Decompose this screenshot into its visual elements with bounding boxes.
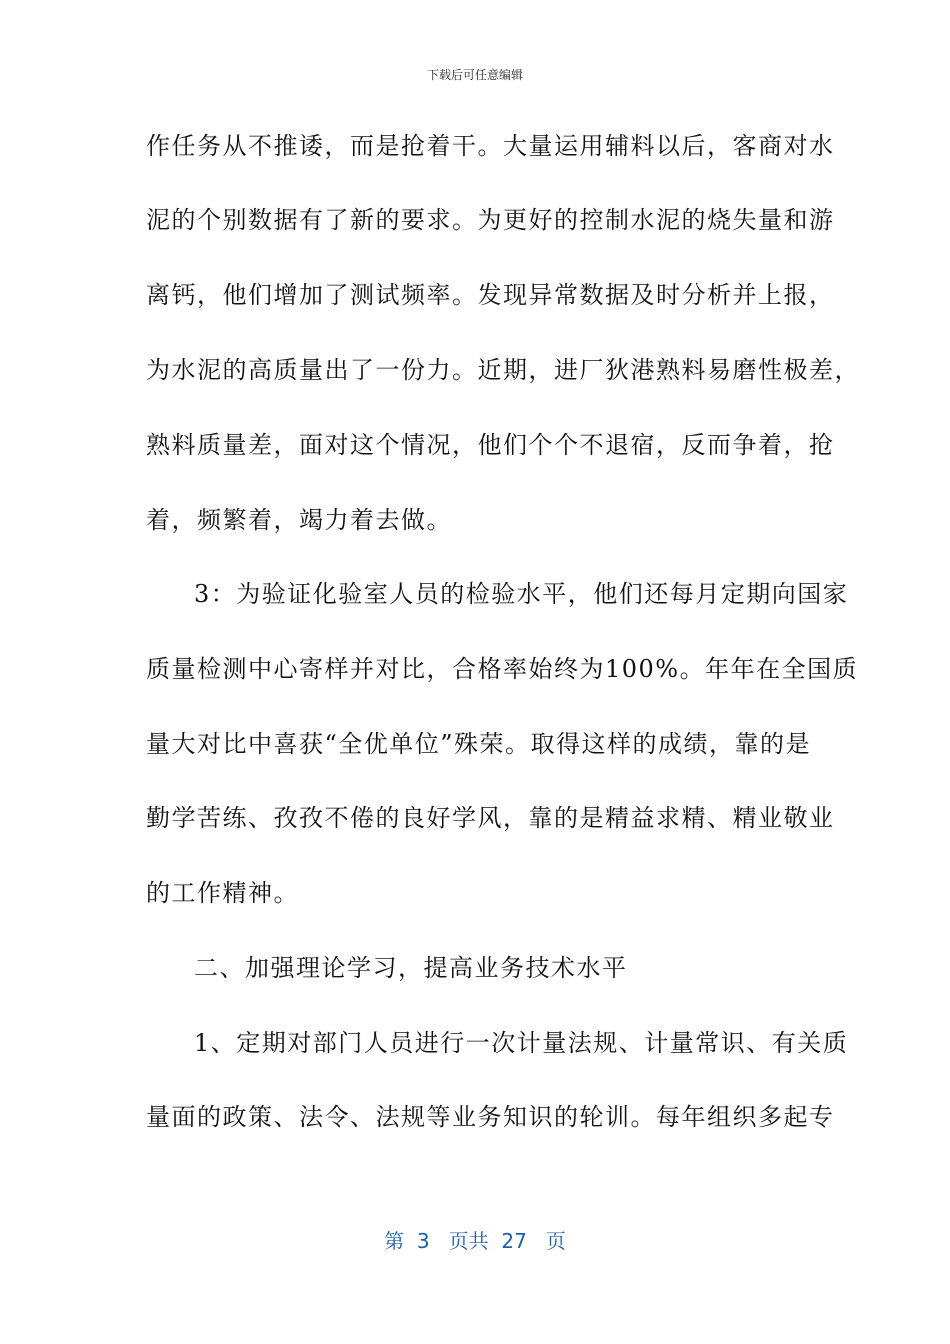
footer-prefix: 第 bbox=[384, 1229, 405, 1253]
footer-middle: 页共 bbox=[448, 1229, 489, 1253]
text-line: 作任务从不推诿，而是抢着干。大量运用辅料以后，客商对水 bbox=[146, 132, 835, 160]
total-pages: 27 bbox=[501, 1229, 527, 1253]
paragraph-start-line: 1、定期对部门人员进行一次计量法规、计量常识、有关质 bbox=[194, 1029, 849, 1057]
paragraph-start-line: 3：为验证化验室人员的检验水平，他们还每月定期向国家 bbox=[194, 580, 849, 608]
current-page-number: 3 bbox=[416, 1229, 430, 1253]
text-line: 为水泥的高质量出了一份力。近期，进厂狄港熟料易磨性极差， bbox=[146, 356, 860, 384]
header-note: 下载后可任意编辑 bbox=[426, 68, 523, 82]
text-line: 量面的政策、法令、法规等业务知识的轮训。每年组织多起专 bbox=[146, 1103, 835, 1131]
text-line: 的工作精神。 bbox=[146, 879, 299, 907]
text-line: 量大对比中喜获“全优单位”殊荣。取得这样的成绩，靠的是 bbox=[146, 730, 812, 758]
text-line: 离钙，他们增加了测试频率。发现异常数据及时分析并上报， bbox=[146, 281, 835, 309]
text-line: 勤学苦练、孜孜不倦的良好学风，靠的是精益求精、精业敬业 bbox=[146, 804, 835, 832]
section-heading: 二、加强理论学习，提高业务技术水平 bbox=[194, 954, 628, 982]
footer-suffix: 页 bbox=[545, 1229, 566, 1253]
text-line: 着，频繁着，竭力着去做。 bbox=[146, 506, 452, 534]
text-line: 熟料质量差，面对这个情况，他们个个不退宿，反而争着，抢 bbox=[146, 431, 835, 459]
text-line: 泥的个别数据有了新的要求。为更好的控制水泥的烧失量和游 bbox=[146, 206, 835, 234]
text-line: 质量检测中心寄样并对比，合格率始终为100%。年年在全国质 bbox=[146, 655, 859, 683]
page-footer bbox=[0, 1225, 950, 1254]
